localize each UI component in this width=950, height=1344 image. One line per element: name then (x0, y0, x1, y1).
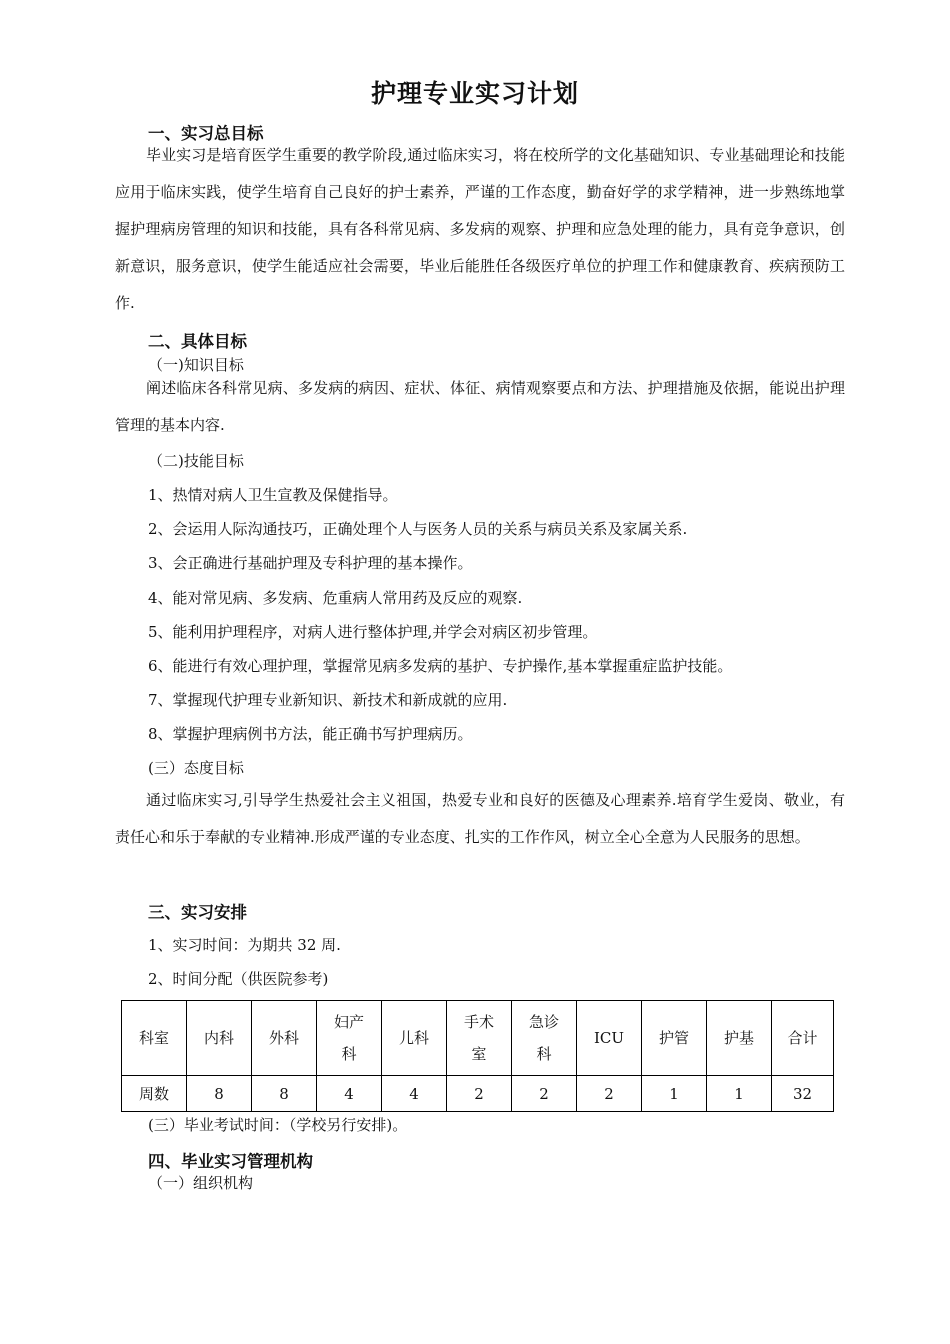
table-header-cell: 科室 (122, 1001, 187, 1076)
table-header-cell: 内科 (187, 1001, 252, 1076)
skill-item: 5、能利用护理程序，对病人进行整体护理,并学会对病区初步管理。 (148, 623, 598, 641)
skill-item: 8、掌握护理病例书方法，能正确书写护理病历。 (148, 725, 473, 743)
table-header-row (122, 1001, 834, 1076)
time-allocation-table (121, 1000, 834, 1112)
goal-paragraph: 毕业实习是培育医学生重要的教学阶段,通过临床实习，将在校所学的文化基础知识、专业基础理论和技能应用于临床实践，使学生培育自己良好的护士素养，严谨的工作态度，勤奋好学的求学精神，进一步熟练地掌握护理病房管理的知识和技能，具有各科常见病、多发病的观察、护理和应急处理的能力，具有竞争意识，创新意识，服务意识，使学生能适应社会需要，毕业后能胜任各级医疗单位的护理工作和健康教育、疾病预防工作. (115, 146, 845, 312)
document-title: 护理专业实习计划 (370, 79, 579, 108)
table-cell: 8 (187, 1076, 252, 1112)
subheading-knowledge: （一)知识目标 (148, 356, 244, 374)
header-text: 妇产科 (333, 1013, 364, 1063)
table-header-cell (447, 1001, 512, 1076)
table-header-cell: 儿科 (382, 1001, 447, 1076)
table-header-cell: 护管 (642, 1001, 707, 1076)
table-header-cell (317, 1001, 382, 1076)
header-text: 手术室 (463, 1013, 494, 1063)
skill-item: 2、会运用人际沟通技巧，正确处理个人与医务人员的关系与病员关系及家属关系. (148, 520, 688, 538)
exam-time: (三）毕业考试时间：（学校另行安排)。 (148, 1116, 408, 1134)
time-allocation-label: 2、时间分配（供医院参考) (148, 970, 329, 988)
subheading-attitude: (三）态度目标 (148, 759, 244, 777)
table-header-cell: ICU (577, 1001, 642, 1076)
subheading-skills: （二)技能目标 (148, 452, 244, 470)
table-cell: 1 (642, 1076, 707, 1112)
skill-item: 6、能进行有效心理护理，掌握常见病多发病的基护、专护操作,基本掌握重症监护技能。 (148, 657, 733, 675)
table-cell-total: 32 (772, 1076, 834, 1112)
skill-item: 4、能对常见病、多发病、危重病人常用药及反应的观察. (148, 589, 523, 607)
skill-item: 3、会正确进行基础护理及专科护理的基本操作。 (148, 554, 473, 572)
section-heading-arrangement: 三、实习安排 (148, 903, 247, 922)
attitude-paragraph: 通过临床实习,引导学生热爱社会主义祖国，热爱专业和良好的医德及心理素养.培育学生爱岗、敬业，有责任心和乐于奉献的专业精神.形成严谨的专业态度、扎实的工作作风，树立全心全意为人民服务的思想。 (115, 791, 845, 846)
table-header-cell: 外科 (252, 1001, 317, 1076)
table-cell: 2 (447, 1076, 512, 1112)
table-cell: 2 (512, 1076, 577, 1112)
table-header-cell: 护基 (707, 1001, 772, 1076)
table-row-label: 周数 (122, 1076, 187, 1112)
table-cell: 4 (317, 1076, 382, 1112)
table-cell: 1 (707, 1076, 772, 1112)
table-header-cell (512, 1001, 577, 1076)
section-heading-goal: 一、实习总目标 (148, 124, 264, 143)
table-row (122, 1076, 834, 1112)
section-heading-management: 四、毕业实习管理机构 (148, 1152, 313, 1171)
table-cell: 4 (382, 1076, 447, 1112)
internship-duration: 1、实习时间：为期共 32 周. (148, 936, 341, 954)
table-header-cell: 合计 (772, 1001, 834, 1076)
table-cell: 2 (577, 1076, 642, 1112)
table-cell: 8 (252, 1076, 317, 1112)
knowledge-paragraph: 阐述临床各科常见病、多发病的病因、症状、体征、病情观察要点和方法、护理措施及依据，能说出护理管理的基本内容. (115, 379, 845, 434)
section-heading-specific: 二、具体目标 (148, 332, 247, 351)
header-text: 急诊科 (528, 1013, 559, 1063)
skill-item: 1、热情对病人卫生宣教及保健指导。 (148, 486, 398, 504)
subheading-organization: （一）组织机构 (148, 1174, 254, 1192)
skill-item: 7、掌握现代护理专业新知识、新技术和新成就的应用. (148, 691, 508, 709)
